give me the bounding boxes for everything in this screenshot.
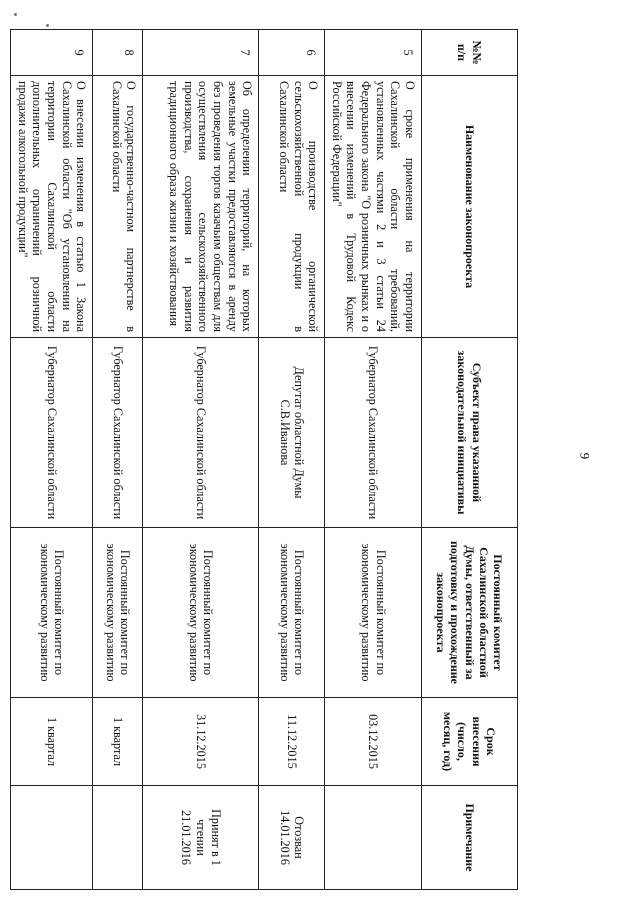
initiative-subject: Губернатор Сахалинской области: [143, 338, 259, 528]
header-num: №№ п/п: [422, 30, 518, 76]
bills-table: [10, 29, 518, 890]
table-row: [325, 30, 422, 890]
bill-name: О государственно-частном партнерстве в Сахалинской области: [93, 76, 143, 338]
note: Принят в 1 чтении 21.01.2016: [143, 786, 259, 890]
note: [93, 786, 143, 890]
header-name: Наименование законопроекта: [422, 76, 518, 338]
rotated-page-content: [15, 29, 518, 889]
header-date: Срок внесения (число, месяц, год): [422, 698, 518, 786]
table-row: [10, 30, 92, 890]
submission-date: 03.12.2015: [325, 698, 422, 786]
bill-name: О внесении изменения в статью 1 Закона Сахалинской области "Об установлении на территории Сахалинской области дополнительных ограничений розничной продажи алкогольной продукции": [10, 76, 92, 338]
responsible-committee: Постоянный комитет по экономическому развитию: [93, 528, 143, 698]
row-num: 6: [259, 30, 325, 76]
row-num: 7: [143, 30, 259, 76]
table-row: [143, 30, 259, 890]
bill-name: О сроке применения на территории Сахалинской области требований, установленных частями 2 и 3 статьи 24 Федерального закона "О розничных рынках и о внесении изменений в Трудовой Кодекс Российской Федерации": [325, 76, 422, 338]
responsible-committee: Постоянный комитет по экономическому развитию: [259, 528, 325, 698]
submission-date: 31.12.2015: [143, 698, 259, 786]
responsible-committee: Постоянный комитет по экономическому развитию: [143, 528, 259, 698]
responsible-committee: Постоянный комитет по экономическому развитию: [325, 528, 422, 698]
bill-name: Об определении территорий, на которых земельные участки предоставляются в аренду без проведения торгов казачьим обществам для осуществления сельскохозяйственного производства, сохранения и развития традиционного образа жизни и хозяйствования: [143, 76, 259, 338]
row-num: 5: [325, 30, 422, 76]
bill-name: О производстве органической сельскохозяйственной продукции в Сахалинской области: [259, 76, 325, 338]
note: Отозван 14.01.2016: [259, 786, 325, 890]
submission-date: 1 квартал: [10, 698, 92, 786]
scan-speck: [14, 13, 17, 16]
note: [10, 786, 92, 890]
note: [325, 786, 422, 890]
responsible-committee: Постоянный комитет по экономическому развитию: [10, 528, 92, 698]
page-number: 9: [577, 452, 593, 460]
table-row: [93, 30, 143, 890]
row-num: 9: [10, 30, 92, 76]
submission-date: 11.12.2015: [259, 698, 325, 786]
header-subject: Субъект права указанной законодательной инициативы: [422, 338, 518, 528]
initiative-subject: Губернатор Сахалинской области: [93, 338, 143, 528]
table-header-row: [422, 30, 518, 890]
scan-speck: [46, 24, 49, 27]
header-note: Примечание: [422, 786, 518, 890]
initiative-subject: Губернатор Сахалинской области: [10, 338, 92, 528]
header-committee: Постоянный комитет Сахалинской областной Думы, ответственный за подготовку и прохождение законопроекта: [422, 528, 518, 698]
initiative-subject: Губернатор Сахалинской области: [325, 338, 422, 528]
initiative-subject: Депутат областной Думы С.В.Иванова: [259, 338, 325, 528]
row-num: 8: [93, 30, 143, 76]
table-row: [259, 30, 325, 890]
submission-date: 1 квартал: [93, 698, 143, 786]
